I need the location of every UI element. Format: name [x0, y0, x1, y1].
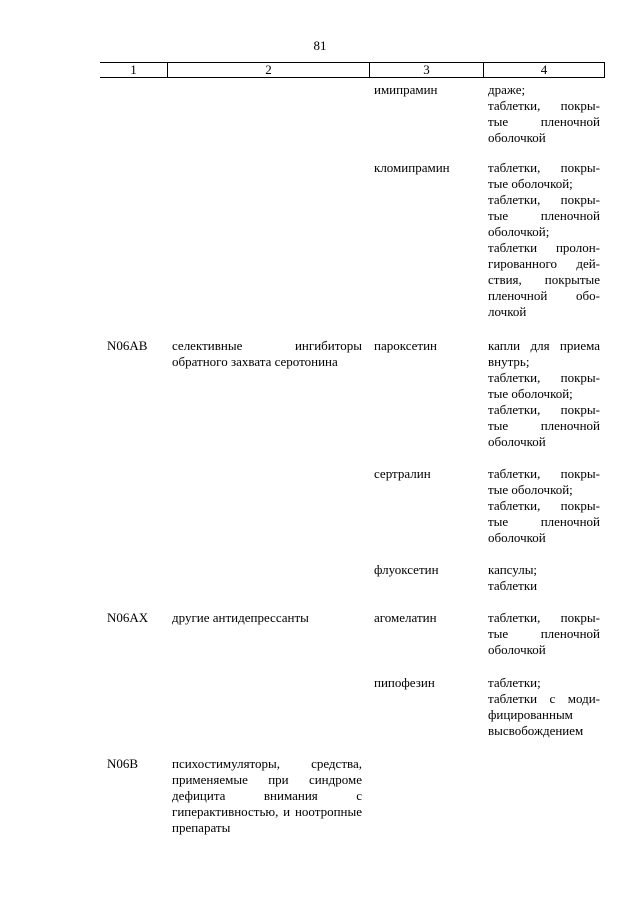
drug-name: флуоксетин — [374, 562, 439, 577]
dosage-form-line: оболочкой; — [488, 224, 550, 239]
dosage-form-line: тые оболочкой; — [488, 386, 573, 401]
dosage-form-line: ствия, покрытые — [488, 272, 600, 287]
dosage-form-line: оболочкой — [488, 130, 546, 145]
dosage-forms — [488, 160, 600, 320]
drug-name: пипофезин — [374, 675, 435, 690]
header-col-3: 3 — [369, 63, 483, 77]
drug-name: кломипрамин — [374, 160, 450, 175]
dosage-form-line: таблетки, покры- — [488, 98, 600, 113]
page-number: 81 — [313, 38, 327, 53]
dosage-form-line: таблетки; — [488, 675, 541, 690]
header-col-4: 4 — [483, 63, 605, 77]
dosage-form-line: таблетки, покры- — [488, 610, 600, 625]
dosage-form-line: оболочкой — [488, 642, 546, 657]
header-col-1: 1 — [130, 62, 137, 77]
atc-code: N06AB — [107, 338, 148, 353]
drug-name: имипрамин — [374, 82, 438, 97]
dosage-form-line: высвобождением — [488, 723, 584, 738]
dosage-form-line: тые пленочной — [488, 114, 600, 129]
dosage-forms — [488, 82, 600, 146]
dosage-form-line: тые пленочной — [488, 626, 600, 641]
drug-name: агомелатин — [374, 610, 437, 625]
dosage-form-line: фицированным — [488, 707, 573, 722]
drug-name: сертралин — [374, 466, 431, 481]
dosage-form-line: тые пленочной — [488, 418, 600, 433]
header-col-2: 2 — [167, 63, 369, 77]
group-name: другие антидепрессанты — [172, 610, 309, 625]
dosage-form-line: таблетки, покры- — [488, 370, 600, 385]
dosage-form-line: таблетки, покры- — [488, 402, 600, 417]
dosage-form-line: таблетки, покры- — [488, 192, 600, 207]
dosage-forms — [488, 610, 600, 658]
dosage-forms — [488, 466, 600, 546]
dosage-form-line: таблетки пролон- — [488, 240, 600, 255]
dosage-form-line: тые оболочкой; — [488, 176, 573, 191]
dosage-form-line: тые оболочкой; — [488, 482, 573, 497]
dosage-forms — [488, 675, 600, 739]
dosage-form-line: гированного дей- — [488, 256, 600, 271]
dosage-form-line: внутрь; — [488, 354, 530, 369]
dosage-form-line: таблетки, покры- — [488, 498, 600, 513]
dosage-form-line: тые пленочной — [488, 208, 600, 223]
dosage-forms — [488, 338, 600, 450]
dosage-form-line: капли для приема — [488, 338, 600, 353]
dosage-form-line: оболочкой — [488, 434, 546, 449]
atc-code: N06B — [107, 756, 139, 771]
dosage-forms — [488, 562, 600, 594]
atc-code: N06AX — [107, 610, 149, 625]
dosage-form-line: драже; — [488, 82, 526, 97]
dosage-form-line: таблетки с моди- — [488, 691, 600, 706]
dosage-form-line: таблетки — [488, 578, 538, 593]
group-name: психостимуляторы, средства, применяемые при синдроме дефицита внимания с гиперактивностью, и ноотропные препараты — [172, 756, 362, 835]
dosage-form-line: капсулы; — [488, 562, 538, 577]
dosage-form-line: тые пленочной — [488, 514, 600, 529]
dosage-form-line: таблетки, покры- — [488, 466, 600, 481]
group-name: селективные ингибиторы обратного захвата серотонина — [172, 338, 362, 369]
table-header — [100, 62, 605, 78]
dosage-form-line: таблетки, покры- — [488, 160, 600, 175]
dosage-form-line: оболочкой — [488, 530, 546, 545]
dosage-form-line: лочкой — [488, 304, 527, 319]
dosage-form-line: пленочной обо- — [488, 288, 600, 303]
drug-name: пароксетин — [374, 338, 438, 353]
